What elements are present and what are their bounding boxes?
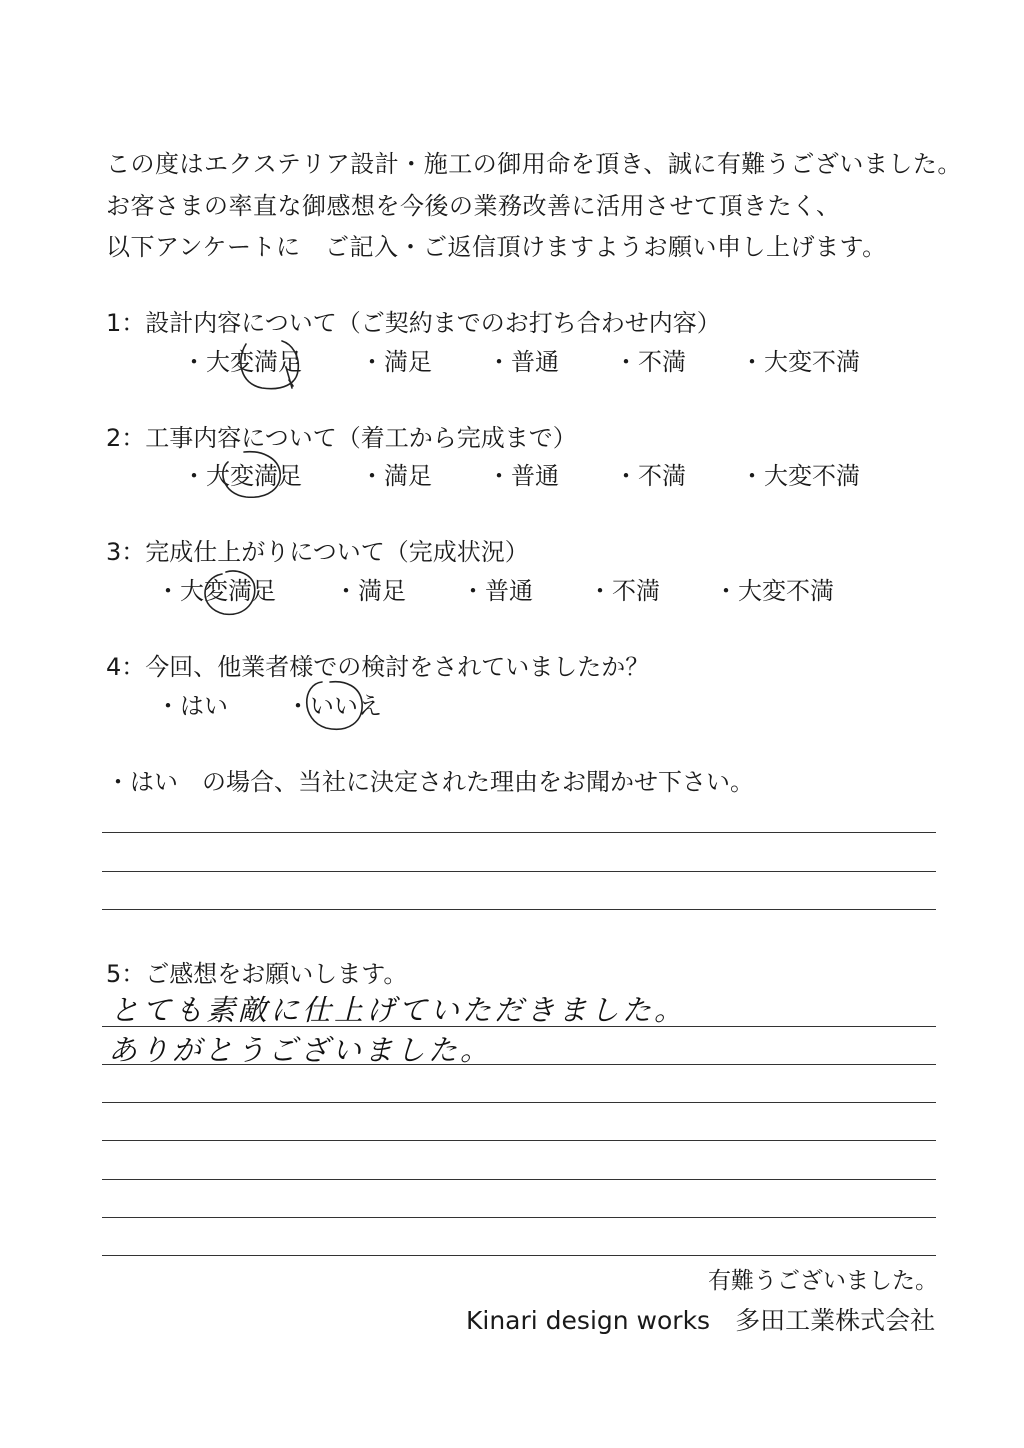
impression-line-5[interactable] (102, 1179, 936, 1180)
reason-answer-line-1[interactable] (102, 832, 936, 833)
intro-line-2: お客さまの率直な御感想を今後の業務改善に活用させて頂きたく、 (106, 192, 841, 220)
q4-option-yes[interactable]: ・はい (156, 692, 228, 720)
q3-option-dissatisfied[interactable]: ・不満 (588, 577, 660, 605)
q5-handwritten-answer-line-2: ありがとうございました。 (108, 1033, 493, 1067)
impression-line-2[interactable] (102, 1064, 936, 1065)
q2-option-satisfied[interactable]: ・満足 (360, 462, 432, 490)
q1-option-very-dissatisfied[interactable]: ・大変不満 (740, 348, 860, 376)
question-1-label: 1：設計内容について（ご契約までのお打ち合わせ内容） (106, 309, 721, 337)
q2-option-very-dissatisfied[interactable]: ・大変不満 (740, 462, 860, 490)
q1-option-very-satisfied[interactable]: ・大変満足 (182, 348, 302, 376)
impression-line-4[interactable] (102, 1140, 936, 1141)
q1-option-dissatisfied[interactable]: ・不満 (614, 348, 686, 376)
q2-option-dissatisfied[interactable]: ・不満 (614, 462, 686, 490)
q3-option-very-dissatisfied[interactable]: ・大変不満 (714, 577, 834, 605)
q5-handwritten-answer-line-1: とても素敵に仕上げていただきました。 (110, 993, 687, 1027)
question-4-label: 4：今回、他業者様での検討をされていましたか？ (106, 653, 650, 681)
impression-line-7[interactable] (102, 1255, 936, 1256)
q3-option-normal[interactable]: ・普通 (461, 577, 533, 605)
reason-label: ・はい の場合、当社に決定された理由をお聞かせ下さい。 (106, 768, 754, 796)
company-name: Kinari design works 多田工業株式会社 (466, 1306, 936, 1335)
reason-answer-line-3[interactable] (102, 909, 936, 910)
q2-option-normal[interactable]: ・普通 (487, 462, 559, 490)
question-3-label: 3：完成仕上がりについて（完成状況） (106, 538, 529, 566)
q3-option-satisfied[interactable]: ・満足 (334, 577, 406, 605)
closing-thanks: 有難うございました。 (708, 1268, 938, 1294)
intro-line-3: 以下アンケートに ご記入・ご返信頂けますようお願い申し上げます。 (106, 233, 887, 261)
question-5-label: 5：ご感想をお願いします。 (106, 960, 408, 988)
impression-line-6[interactable] (102, 1217, 936, 1218)
q4-option-no[interactable]: ・いいえ (286, 692, 382, 720)
q2-option-very-satisfied[interactable]: ・大変満足 (182, 462, 302, 490)
impression-line-1[interactable] (102, 1026, 936, 1027)
reason-answer-line-2[interactable] (102, 871, 936, 872)
impression-line-3[interactable] (102, 1102, 936, 1103)
q3-option-very-satisfied[interactable]: ・大変満足 (156, 577, 276, 605)
q1-option-normal[interactable]: ・普通 (487, 348, 559, 376)
q1-option-satisfied[interactable]: ・満足 (360, 348, 432, 376)
question-2-label: 2：工事内容について（着工から完成まで） (106, 424, 577, 452)
intro-line-1: この度はエクステリア設計・施工の御用命を頂き、誠に有難うございました。 (106, 150, 962, 178)
